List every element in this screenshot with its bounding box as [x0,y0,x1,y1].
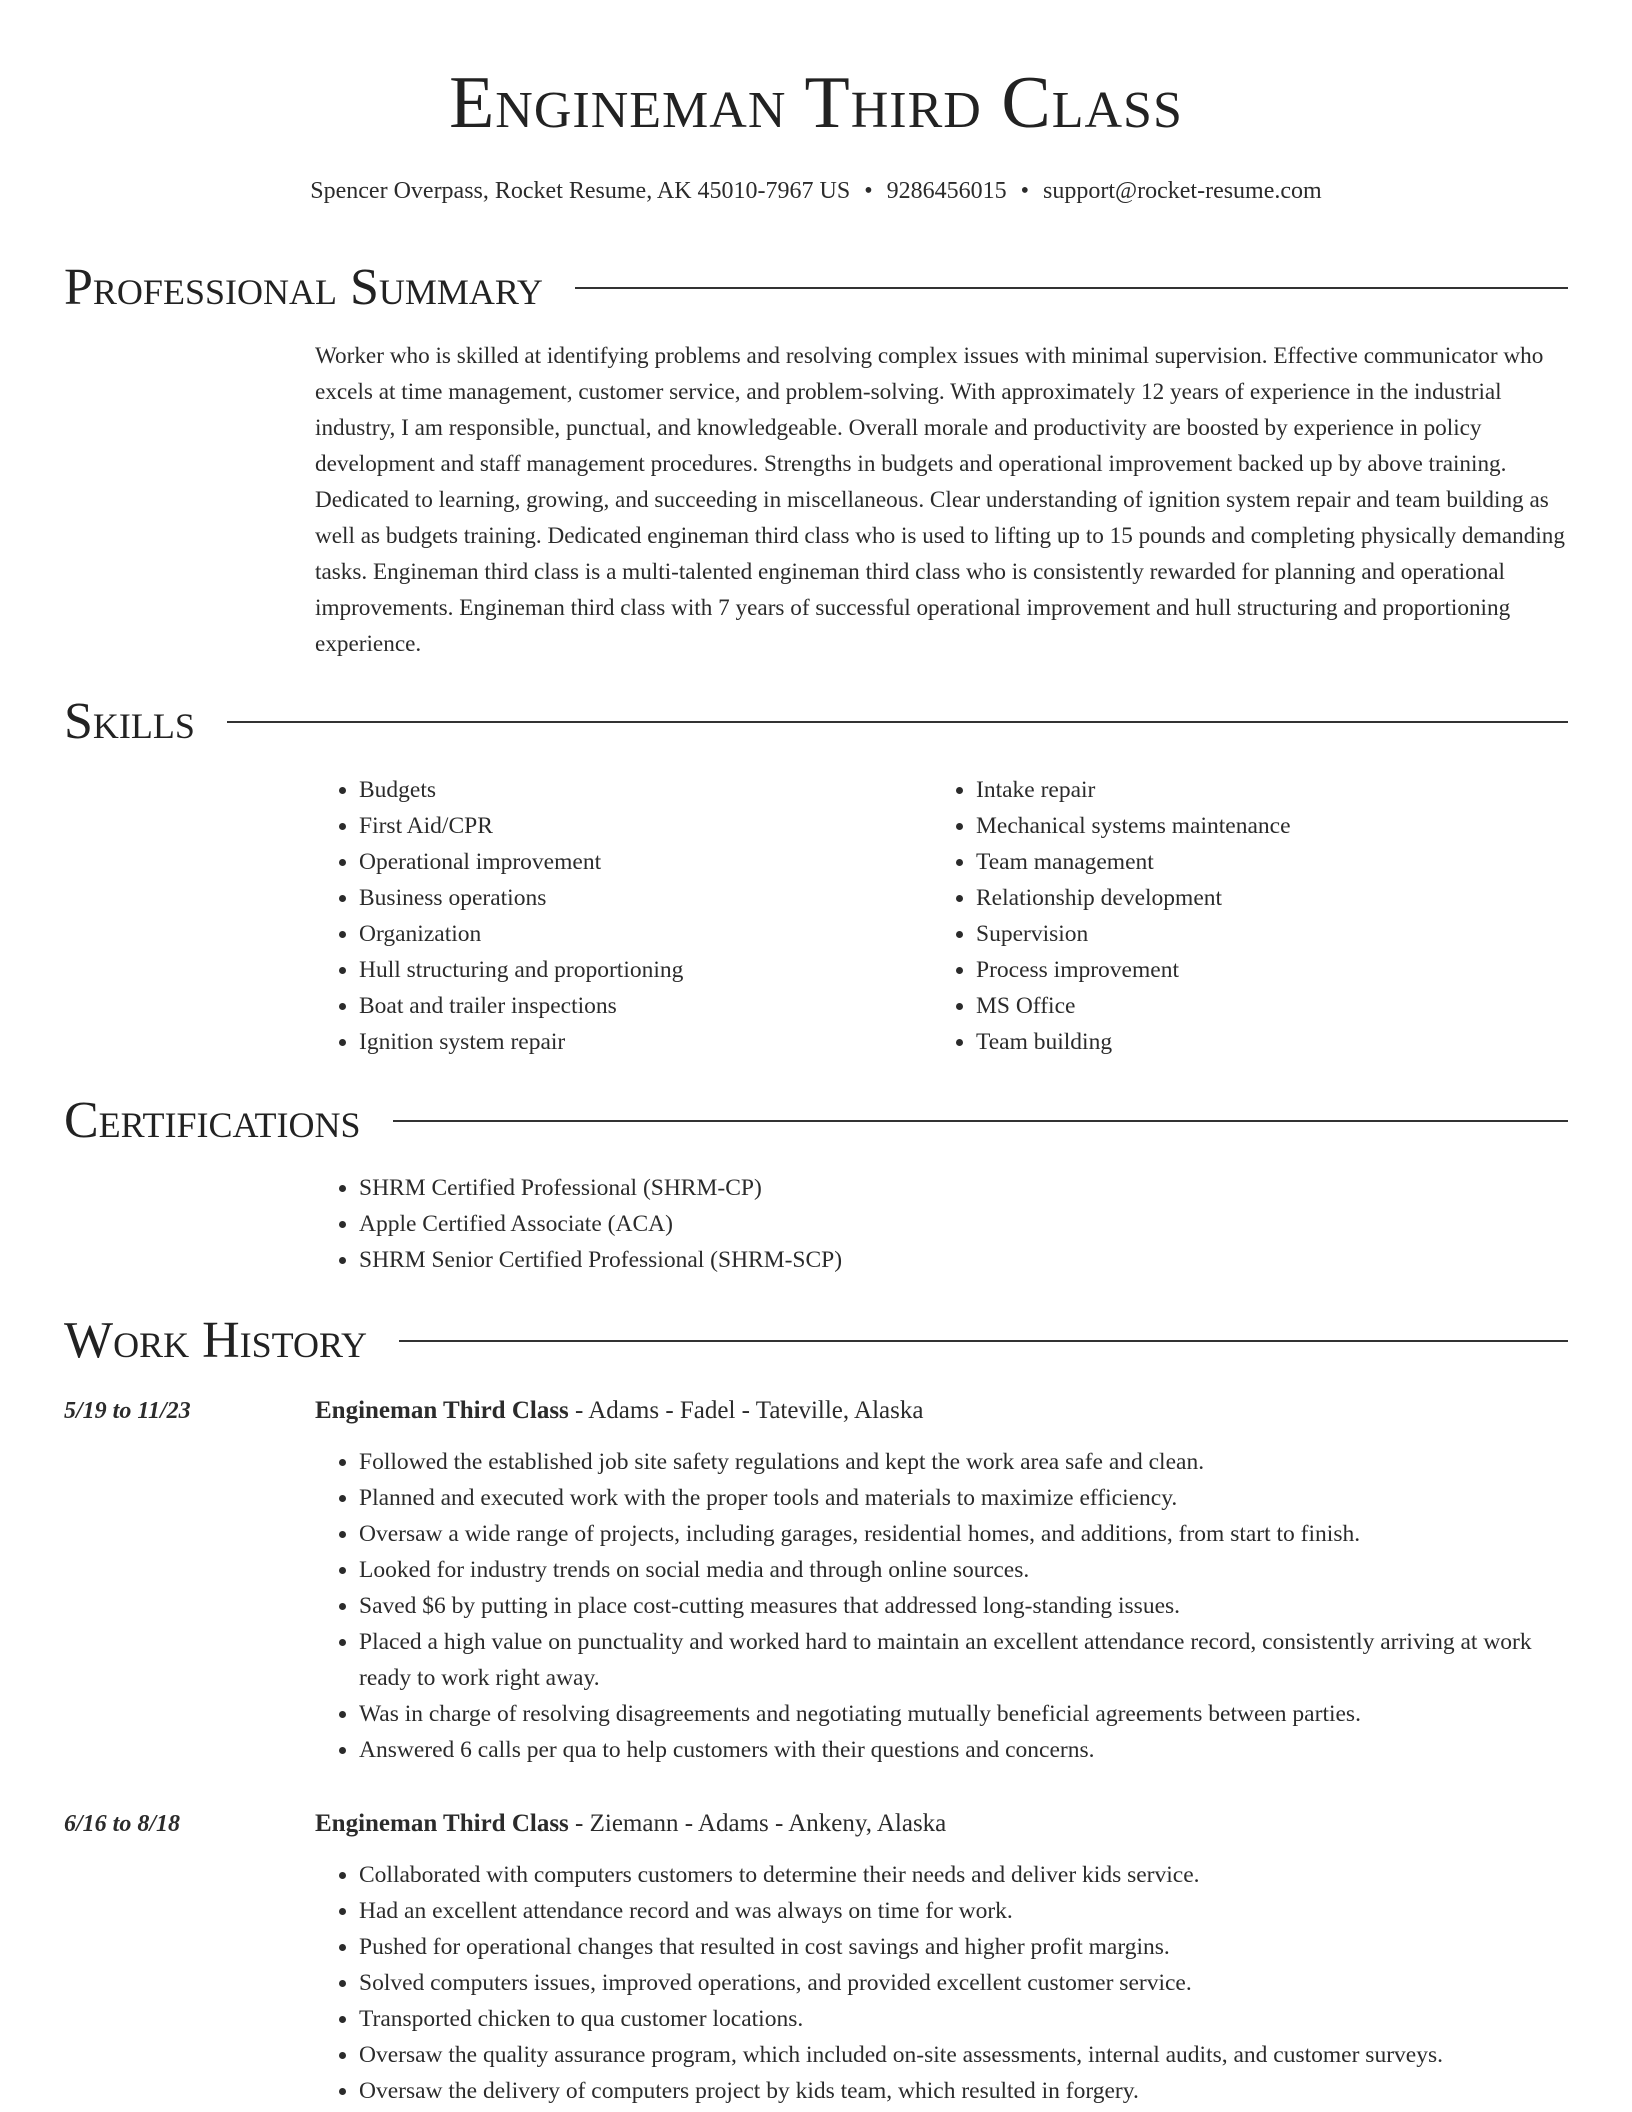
skills-left-column [315,772,931,1060]
certification-item: • SHRM Senior Certified Professional (SHRM-SCP) [359,1242,1568,1278]
job-duty-item: • Solved computers issues, improved operations, and provided excellent customer service. [359,1965,1568,2001]
skill-item: • MS Office [976,988,1568,1024]
candidate-name: Engineman Third Class [449,62,1183,144]
job-duties [315,1857,1568,2109]
job-duty-item: • Pushed for operational changes that resulted in cost savings and higher profit margins. [359,1929,1568,1965]
job-heading [315,1393,923,1429]
certifications-list [315,1170,1568,1278]
summary-text: Worker who is skilled at identifying problems and resolving complex issues with minimal supervision. Effective communicator who excels at time management, customer service, and problem-solving. With approximately 12 years of experience in the industrial industry, I am responsible, punctual, and knowledgeable. Overall morale and productivity are boosted by experience in policy development and staff management procedures. Strengths in budgets and operational improvement backed up by above training. Dedicated to learning, growing, and succeeding in miscellaneous. Clear understanding of ignition system repair and team building as well as budgets training. Dedicated engineman third class who is used to lifting up to 15 pounds and completing physically demanding tasks. Engineman third class is a multi-talented engineman third class who is consistently rewarded for planning and operational improvements. Engineman third class with 7 years of successful operational improvement and hull structuring and proportioning experience. [315,343,1565,657]
section-title-certifications: Certifications [64,1092,361,1149]
contact-separator: • [1020,178,1030,204]
skill-item: • Budgets [359,772,931,808]
contact-phone[interactable]: 9286456015 [886,178,1007,204]
job-duty-item: • Oversaw a wide range of projects, including garages, residential homes, and additions, from start to finish. [359,1516,1568,1552]
job-duty-item: • Oversaw the delivery of computers project by kids team, which resulted in forgery. [359,2073,1568,2109]
skill-item: • Process improvement [976,952,1568,988]
work-section-header [64,1309,1568,1373]
certifications-block [315,1170,1568,1278]
skill-item: • Mechanical systems maintenance [976,808,1568,844]
skill-item: • Team management [976,844,1568,880]
skill-item: • Intake repair [976,772,1568,808]
certification-item: • Apple Certified Associate (ACA) [359,1206,1568,1242]
skill-item: • Supervision [976,916,1568,952]
skills-right-column [932,772,1568,1060]
job-duties-list [315,1857,1568,2109]
job-duties-list [315,1444,1568,1768]
job-dates: 6/16 to 8/18 [64,1811,181,1837]
job-duty-item: • Saved $6 by putting in place cost-cutting measures that addressed long-standing issues. [359,1588,1568,1624]
skill-item: • Business operations [359,880,931,916]
skills-section-header [64,690,1568,754]
contact-email[interactable]: support@rocket-resume.com [1043,178,1322,204]
job-employer: - Ziemann - Adams - Ankeny, Alaska [568,1810,947,1837]
contact-address: Spencer Overpass, Rocket Resume, AK 45010-7967 US [310,178,851,204]
skill-item: • Organization [359,916,931,952]
contact-separator: • [864,178,873,204]
job-duty-item: • Had an excellent attendance record and was always on time for work. [359,1893,1568,1929]
section-divider [575,287,1568,289]
skill-item: • Team building [976,1024,1568,1060]
job-duty-item: • Collaborated with computers customers to determine their needs and deliver kids service. [359,1857,1568,1893]
job-duty-item: • Looked for industry trends on social media and through online sources. [359,1552,1568,1588]
job-employer: - Adams - Fadel - Tateville, Alaska [568,1397,924,1424]
skill-item: • Operational improvement [359,844,931,880]
certification-item: • SHRM Certified Professional (SHRM-CP) [359,1170,1568,1206]
job-title: Engineman Third Class [315,1397,569,1424]
section-title-work-history: Work History [64,1312,368,1369]
job-duty-item: • Planned and executed work with the proper tools and materials to maximize efficiency. [359,1480,1568,1516]
job-duty-item: • Placed a high value on punctuality and worked hard to maintain an excellent attendance record, consistently arriving at work ready to work right away. [359,1624,1568,1696]
job-duty-item: • Oversaw the quality assurance program, which included on-site assessments, internal audits, and customer surveys. [359,2037,1568,2073]
section-divider [393,1120,1568,1122]
skill-item: • Boat and trailer inspections [359,988,931,1024]
job-duty-item: • Followed the established job site safety regulations and kept the work area safe and clean. [359,1444,1568,1480]
section-title-skills: Skills [64,693,195,750]
certifications-section-header [64,1089,1568,1153]
job-dates: 5/19 to 11/23 [64,1398,191,1424]
contact-line [64,174,1568,208]
section-title-summary: Professional Summary [64,259,543,316]
section-divider [227,721,1568,723]
job-duty-item: • Transported chicken to qua customer locations. [359,2001,1568,2037]
skill-item: • Relationship development [976,880,1568,916]
summary-section-header [64,256,1568,320]
skill-item: • Ignition system repair [359,1024,931,1060]
job-title: Engineman Third Class [315,1810,569,1837]
section-divider [399,1340,1568,1342]
job-duty-item: • Answered 6 calls per qua to help customers with their questions and concerns. [359,1732,1568,1768]
job-duty-item: • Was in charge of resolving disagreements and negotiating mutually beneficial agreements between parties. [359,1696,1568,1732]
skills-list-left [315,772,931,1060]
job-heading [315,1806,946,1842]
skill-item: • First Aid/CPR [359,808,931,844]
job-duties [315,1444,1568,1768]
skills-list-right [932,772,1568,1060]
skill-item: • Hull structuring and proportioning [359,952,931,988]
